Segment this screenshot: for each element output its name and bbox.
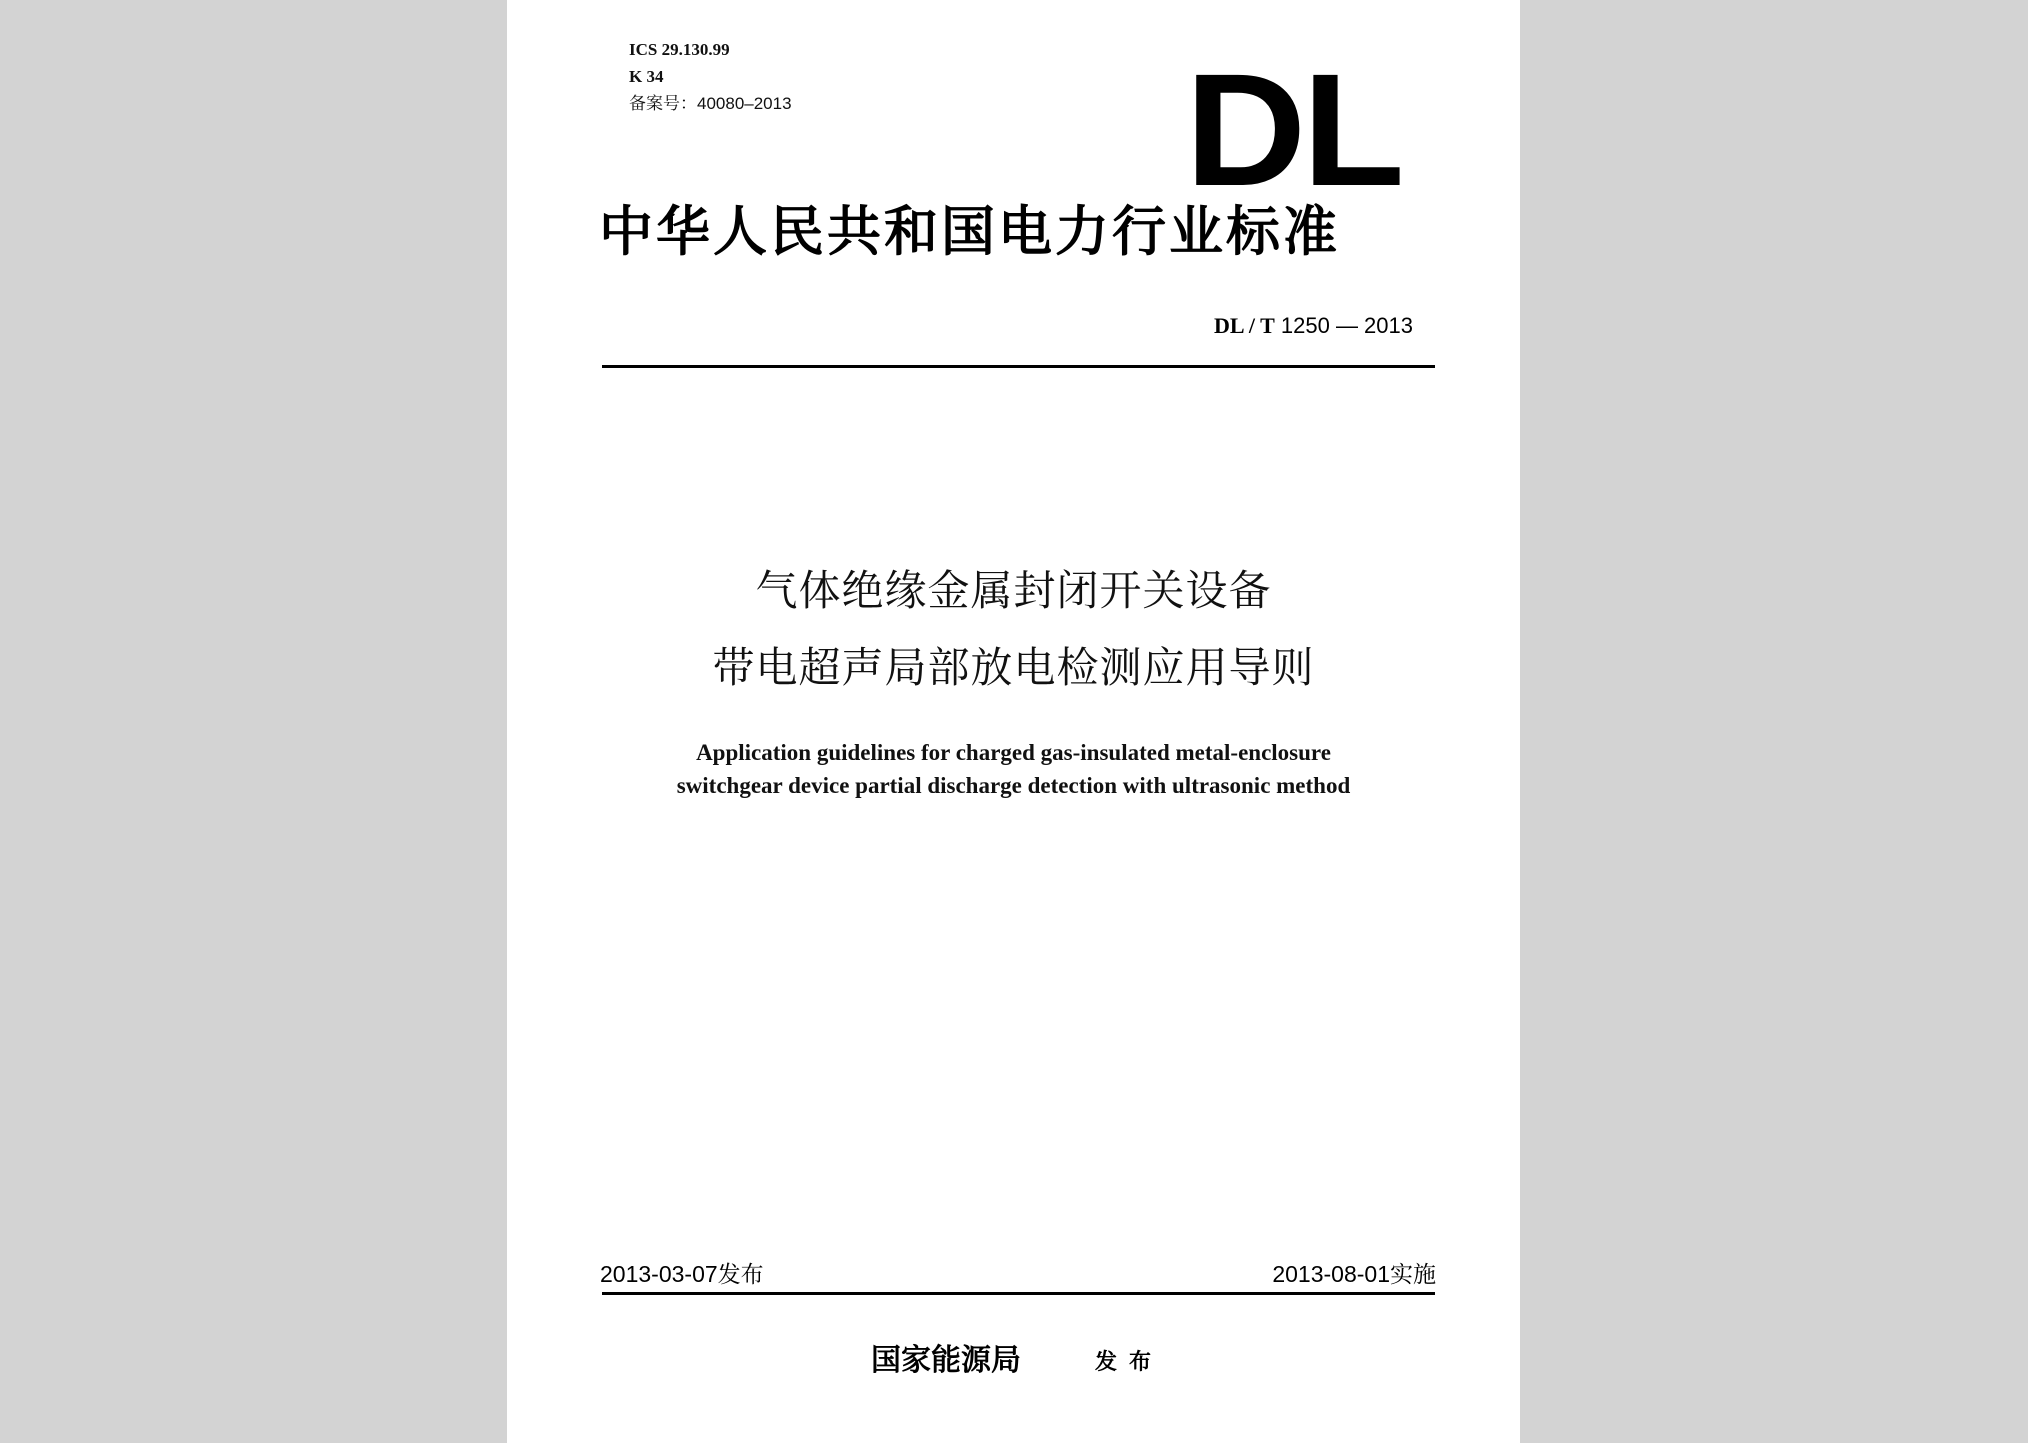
record-number: 备案号：40080–2013 xyxy=(629,94,792,113)
document-cover xyxy=(507,0,1520,1443)
category-code: K 34 xyxy=(629,67,664,86)
title-en-line-2: switchgear device partial discharge detection with ultrasonic method xyxy=(676,773,1351,798)
standard-code-prefix: DL / T xyxy=(1214,313,1275,338)
title-en-line-1: Application guidelines for charged gas-insulated metal-enclosure xyxy=(696,740,1331,765)
dl-logo: DL xyxy=(1185,40,1401,219)
ics-code: ICS 29.130.99 xyxy=(629,40,730,59)
title-cn-line-1: 气体绝缘金属封闭开关设备 xyxy=(755,566,1272,615)
standard-organization: 中华人民共和国电力行业标准 xyxy=(599,200,1340,263)
standard-code-number: 1250 — 2013 xyxy=(1280,313,1413,338)
publisher-name: 国家能源局 xyxy=(871,1343,1021,1378)
footer-divider xyxy=(602,1292,1435,1295)
issue-date: 2013-03-07发布 xyxy=(600,1261,764,1287)
title-cn-line-2: 带电超声局部放电检测应用导则 xyxy=(712,643,1315,692)
standard-code xyxy=(1214,313,1413,339)
publish-label: 发布 xyxy=(1095,1350,1164,1375)
implementation-date: 2013-08-01实施 xyxy=(1272,1261,1436,1287)
header-divider xyxy=(602,365,1435,368)
